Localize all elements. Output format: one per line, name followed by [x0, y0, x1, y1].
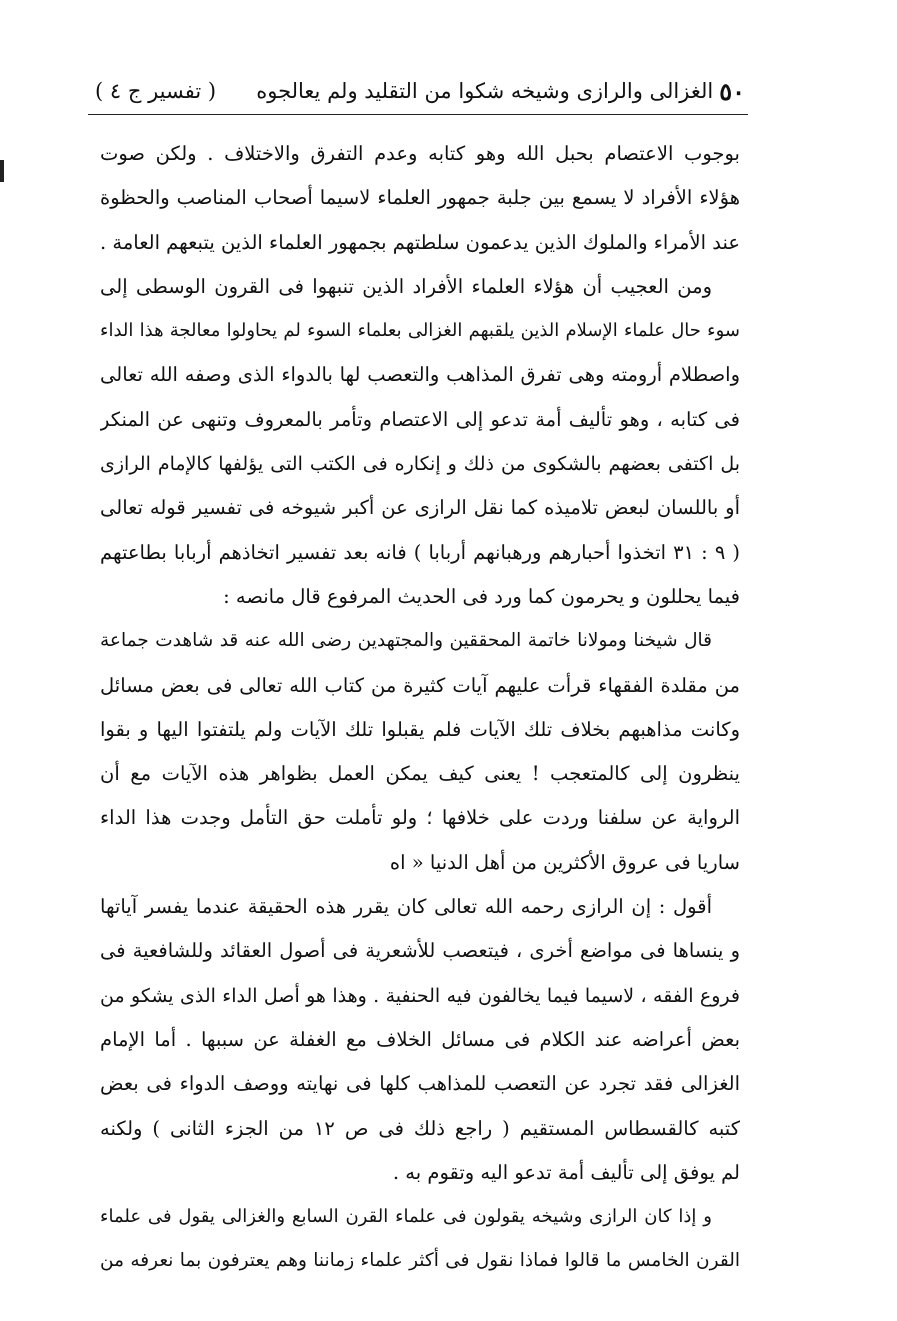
text-line: فروع الفقه ، لاسيما فيما يخالفون فيه الحنفية . وهذا هو أصل الداء الذى يشكو من: [100, 984, 740, 1007]
text-line: الرواية عن سلفنا وردت على خلافها ؛ ولو تأملت حق التأمل وجدت هذا الداء: [100, 806, 740, 830]
page-header: [95, 72, 745, 110]
body-text: [100, 132, 740, 1284]
text-line: بل اكتفى بعضهم بالشكوى من ذلك و إنكاره فى الكتب التى يؤلفها كالإمام الرازى: [100, 453, 740, 476]
text-line: فيما يحللون و يحرمون كما ورد فى الحديث المرفوع قال مانصه :: [223, 584, 740, 608]
text-line: القرن الخامس ما قالوا فماذا نقول فى أكثر علماء زماننا وهم يعترفون بما نعرفه من: [100, 1250, 740, 1272]
text-line: أقول : إن الرازى رحمه الله تعالى كان يقرر هذه الحقيقة عندما يفسر آياتها: [100, 895, 712, 919]
text-line: ينظرون إلى كالمتعجب ! يعنى كيف يمكن العمل بظواهر هذه الآيات مع أن: [100, 762, 740, 786]
running-title: الغزالى والرازى وشيخه شكوا من التقليد ولم يعالجوه: [256, 79, 714, 103]
text-line: بعض أعراضه عند الكلام فى مسائل الخلاف مع الغفلة عن سببها . أما الإمام: [100, 1027, 740, 1051]
text-line: و ينساها فى مواضع أخرى ، فيتعصب للأشعرية فى أصول العقائد وللشافعية فى: [100, 939, 740, 963]
text-line: كتبه كالقسطاس المستقيم ( راجع ذلك فى ص ١٢ من الجزء الثانى ) ولكنه: [100, 1116, 740, 1140]
text-line: وكانت مذاهبهم بخلاف تلك الآيات فلم يقبلوا تلك الآيات ولم يلتفتوا اليها و بقوا: [100, 717, 740, 741]
text-line: من مقلدة الفقهاء قرأت عليهم آيات كثيرة من كتاب الله تعالى فى بعض مسائل: [100, 673, 740, 697]
margin-mark: [0, 160, 4, 182]
text-line: سوء حال علماء الإسلام الذين يلقبهم الغزالى بعلماء السوء لم يحاولوا معالجة هذا الداء: [100, 320, 740, 342]
text-line: فى كتابه ، وهو تأليف أمة تدعو إلى الاعتصام وتأمر بالمعروف وتنهى عن المنكر: [100, 407, 740, 431]
page-number: ٥٠: [719, 76, 745, 106]
text-line: ومن العجيب أن هؤلاء العلماء الأفراد الذين تنبهوا فى القرون الوسطى إلى: [100, 274, 712, 298]
text-line: و إذا كان الرازى وشيخه يقولون فى علماء القرن السابع والغزالى يقول فى علماء: [100, 1206, 712, 1228]
text-line: ( ٩ : ٣١ اتخذوا أحبارهم ورهبانهم أربابا ) فانه بعد تفسير اتخاذهم أربابا بطاعتهم: [100, 540, 740, 564]
text-line: بوجوب الاعتصام بحبل الله وهو كتابه وعدم التفرق والاختلاف . ولكن صوت: [100, 142, 740, 165]
text-line: أو باللسان لبعض تلاميذه كما نقل الرازى عن أكبر شيوخه فى تفسير قوله تعالى: [100, 496, 740, 520]
text-line: لم يوفق إلى تأليف أمة تدعو اليه وتقوم به .: [392, 1160, 740, 1184]
text-line: قال شيخنا ومولانا خاتمة المحققين والمجتهدين رضى الله عنه قد شاهدت جماعة: [100, 630, 712, 652]
text-line: واصطلام أرومته وهى تفرق المذاهب والتعصب لها بالدواء الذى وصفه الله تعالى: [100, 363, 740, 387]
running-reference: ( تفسير ج ٤ ): [95, 79, 217, 103]
text-line: ساريا فى عروق الأكثرين من أهل الدنيا « اه: [389, 850, 740, 874]
header-rule: [88, 114, 748, 115]
text-line: الغزالى فقد تجرد عن التعصب للمذاهب كلها فى نهايته ووصف الدواء فى بعض: [100, 1072, 740, 1096]
text-line: هؤلاء الأفراد لا يسمع بين جلبة جمهور العلماء لاسيما أصحاب المناصب والحظوة: [100, 186, 740, 210]
text-line: عند الأمراء والملوك الذين يدعمون سلطتهم بجمهور العلماء الذين يتبعهم العامة .: [100, 230, 740, 254]
